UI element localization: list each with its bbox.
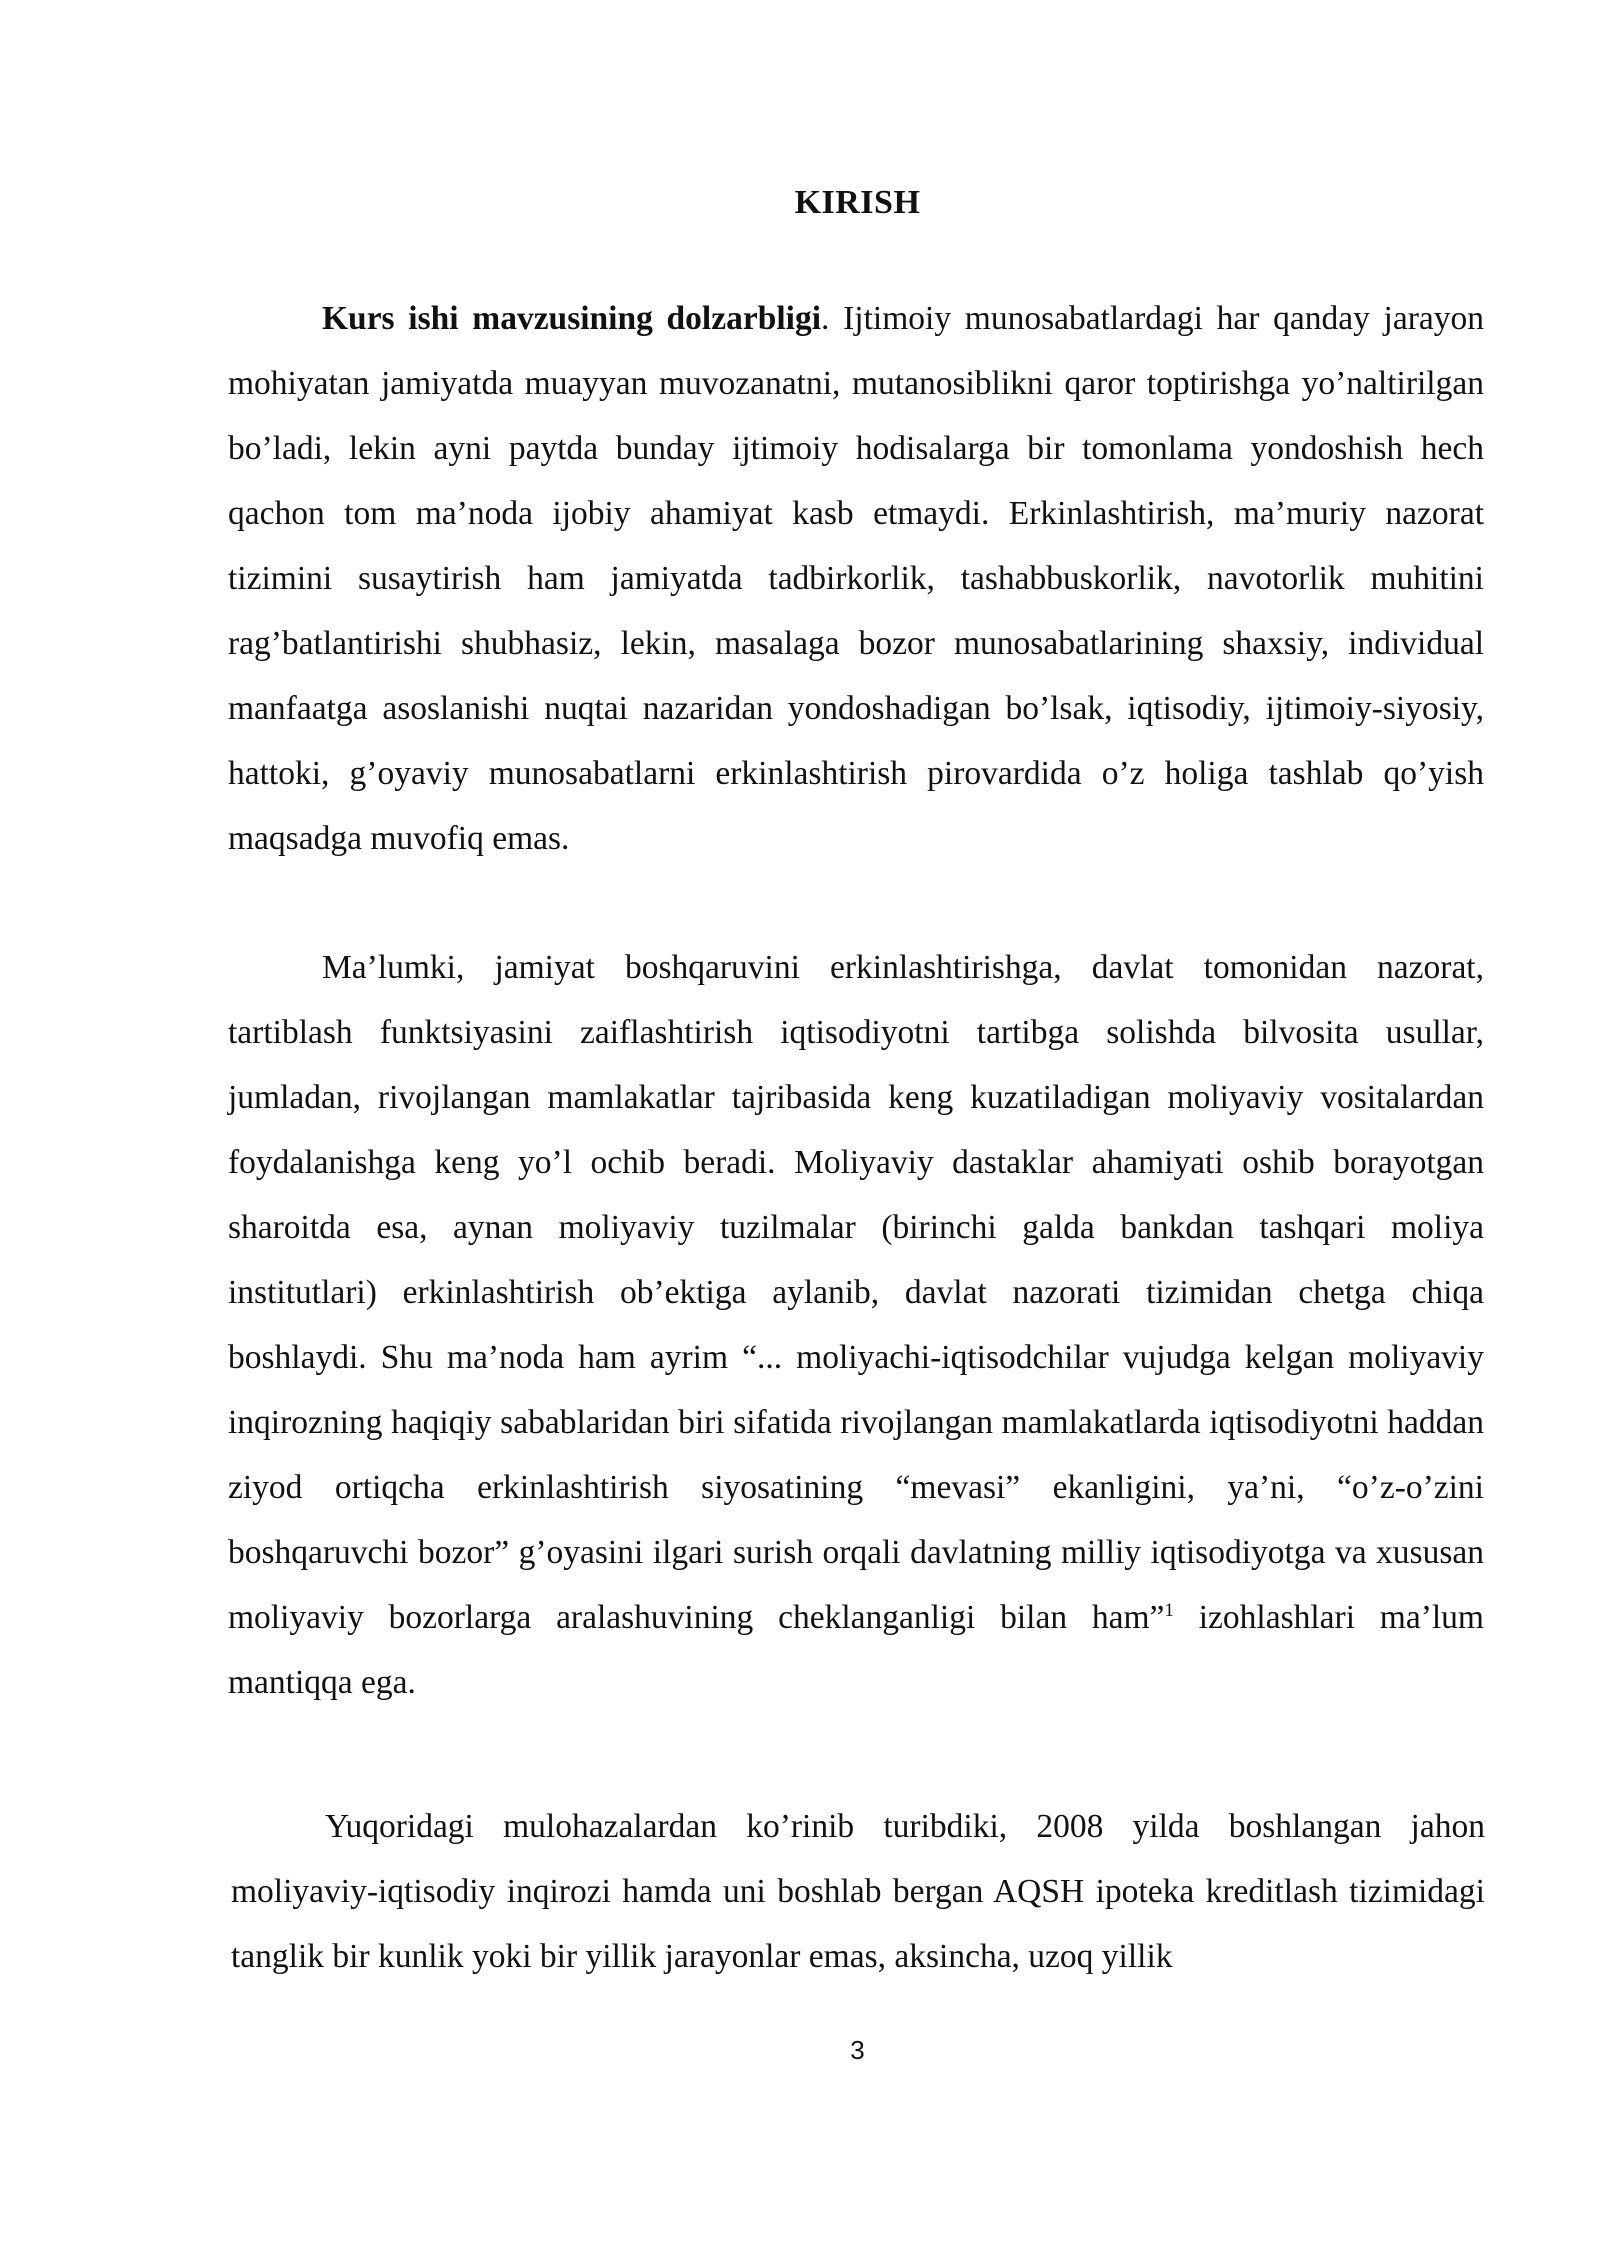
paragraph-lead-title: Kurs ishi mavzusining dolzarbligi	[322, 300, 822, 337]
paragraph-liberalization	[228, 935, 1484, 1715]
paragraph-body-text: Yuqoridagi mulohazalardan ko’rinib turibdiki, 2008 yilda boshlangan jahon moliyaviy-iqtisodiy inqirozi hamda uni boshlab bergan AQSH ipoteka kreditlash tizimidagi tanglik bir kunlik yoki bir yillik jarayonlar emas, aksincha, uzoq yillik	[231, 1808, 1485, 1975]
paragraph-crisis	[231, 1794, 1485, 1989]
section-heading: KIRISH	[794, 184, 921, 221]
page-number: 3	[850, 2035, 865, 2065]
footnote-marker[interactable]: 1	[1164, 1599, 1174, 1621]
paragraph-relevance	[228, 286, 1484, 871]
paragraph-body-text: Ma’lumki, jamiyat boshqaruvini erkinlashtirishga, davlat tomonidan nazorat, tartiblash funktsiyasini zaiflashtirish iqtisodiyotni tartibga solishda bilvosita usullar, jumladan, rivojlangan mamlakatlar tajribasida keng kuzatiladigan moliyaviy vositalardan foydalanishga keng yo’l ochib beradi. Moliyaviy dastaklar ahamiyati oshib borayotgan sharoitda esa, aynan moliyaviy tuzilmalar (birinchi galda bankdan tashqari moliya institutlari) erkinlashtirish ob’ektiga aylanib, davlat nazorati tizimidan chetga chiqa boshlaydi. Shu ma’noda ham ayrim “... moliyachi-iqtisodchilar vujudga kelgan moliyaviy inqirozning haqiqiy sabablaridan biri sifatida rivojlangan mamlakatlarda iqtisodiyotni haddan ziyod ortiqcha erkinlashtirish siyosatining “mevasi” ekanligini, ya’ni, “o’z-o’zini boshqaruvchi bozor” g’oyasini ilgari surish orqali davlatning milliy iqtisodiyotga va xususan moliyaviy bozorlarga aralashuvining cheklanganligi bilan ham”	[228, 949, 1484, 1636]
paragraph-body-text: Ijtimoiy munosabatlardagi har qanday jarayon mohiyatan jamiyatda muayyan muvozanatni, mutanosiblikni qaror toptirishga yo’naltirilgan bo’ladi, lekin ayni paytda bunday ijtimoiy hodisalarga bir tomonlama yondoshish hech qachon tom ma’noda ijobiy ahamiyat kasb etmaydi. Erkinlashtirish, ma’muriy nazorat tizimini susaytirish ham jamiyatda tadbirkorlik, tashabbuskorlik, navotorlik muhitini rag’batlantirishi shubhasiz, lekin, masalaga bozor munosabatlarining shaxsiy, individual manfaatga asoslanishi nuqtai nazaridan yondoshadigan bo’lsak, iqtisodiy, ijtimoiy-siyosiy, hattoki, g’oyaviy munosabatlarni erkinlashtirish pirovardida o’z holiga tashlab qo’yish maqsadga muvofiq emas.	[228, 300, 1484, 857]
paragraph-lead-punctuation: .	[821, 300, 830, 337]
paragraph-body-text: izohlashlari ma’lum mantiqqa ega.	[228, 1599, 1484, 1701]
